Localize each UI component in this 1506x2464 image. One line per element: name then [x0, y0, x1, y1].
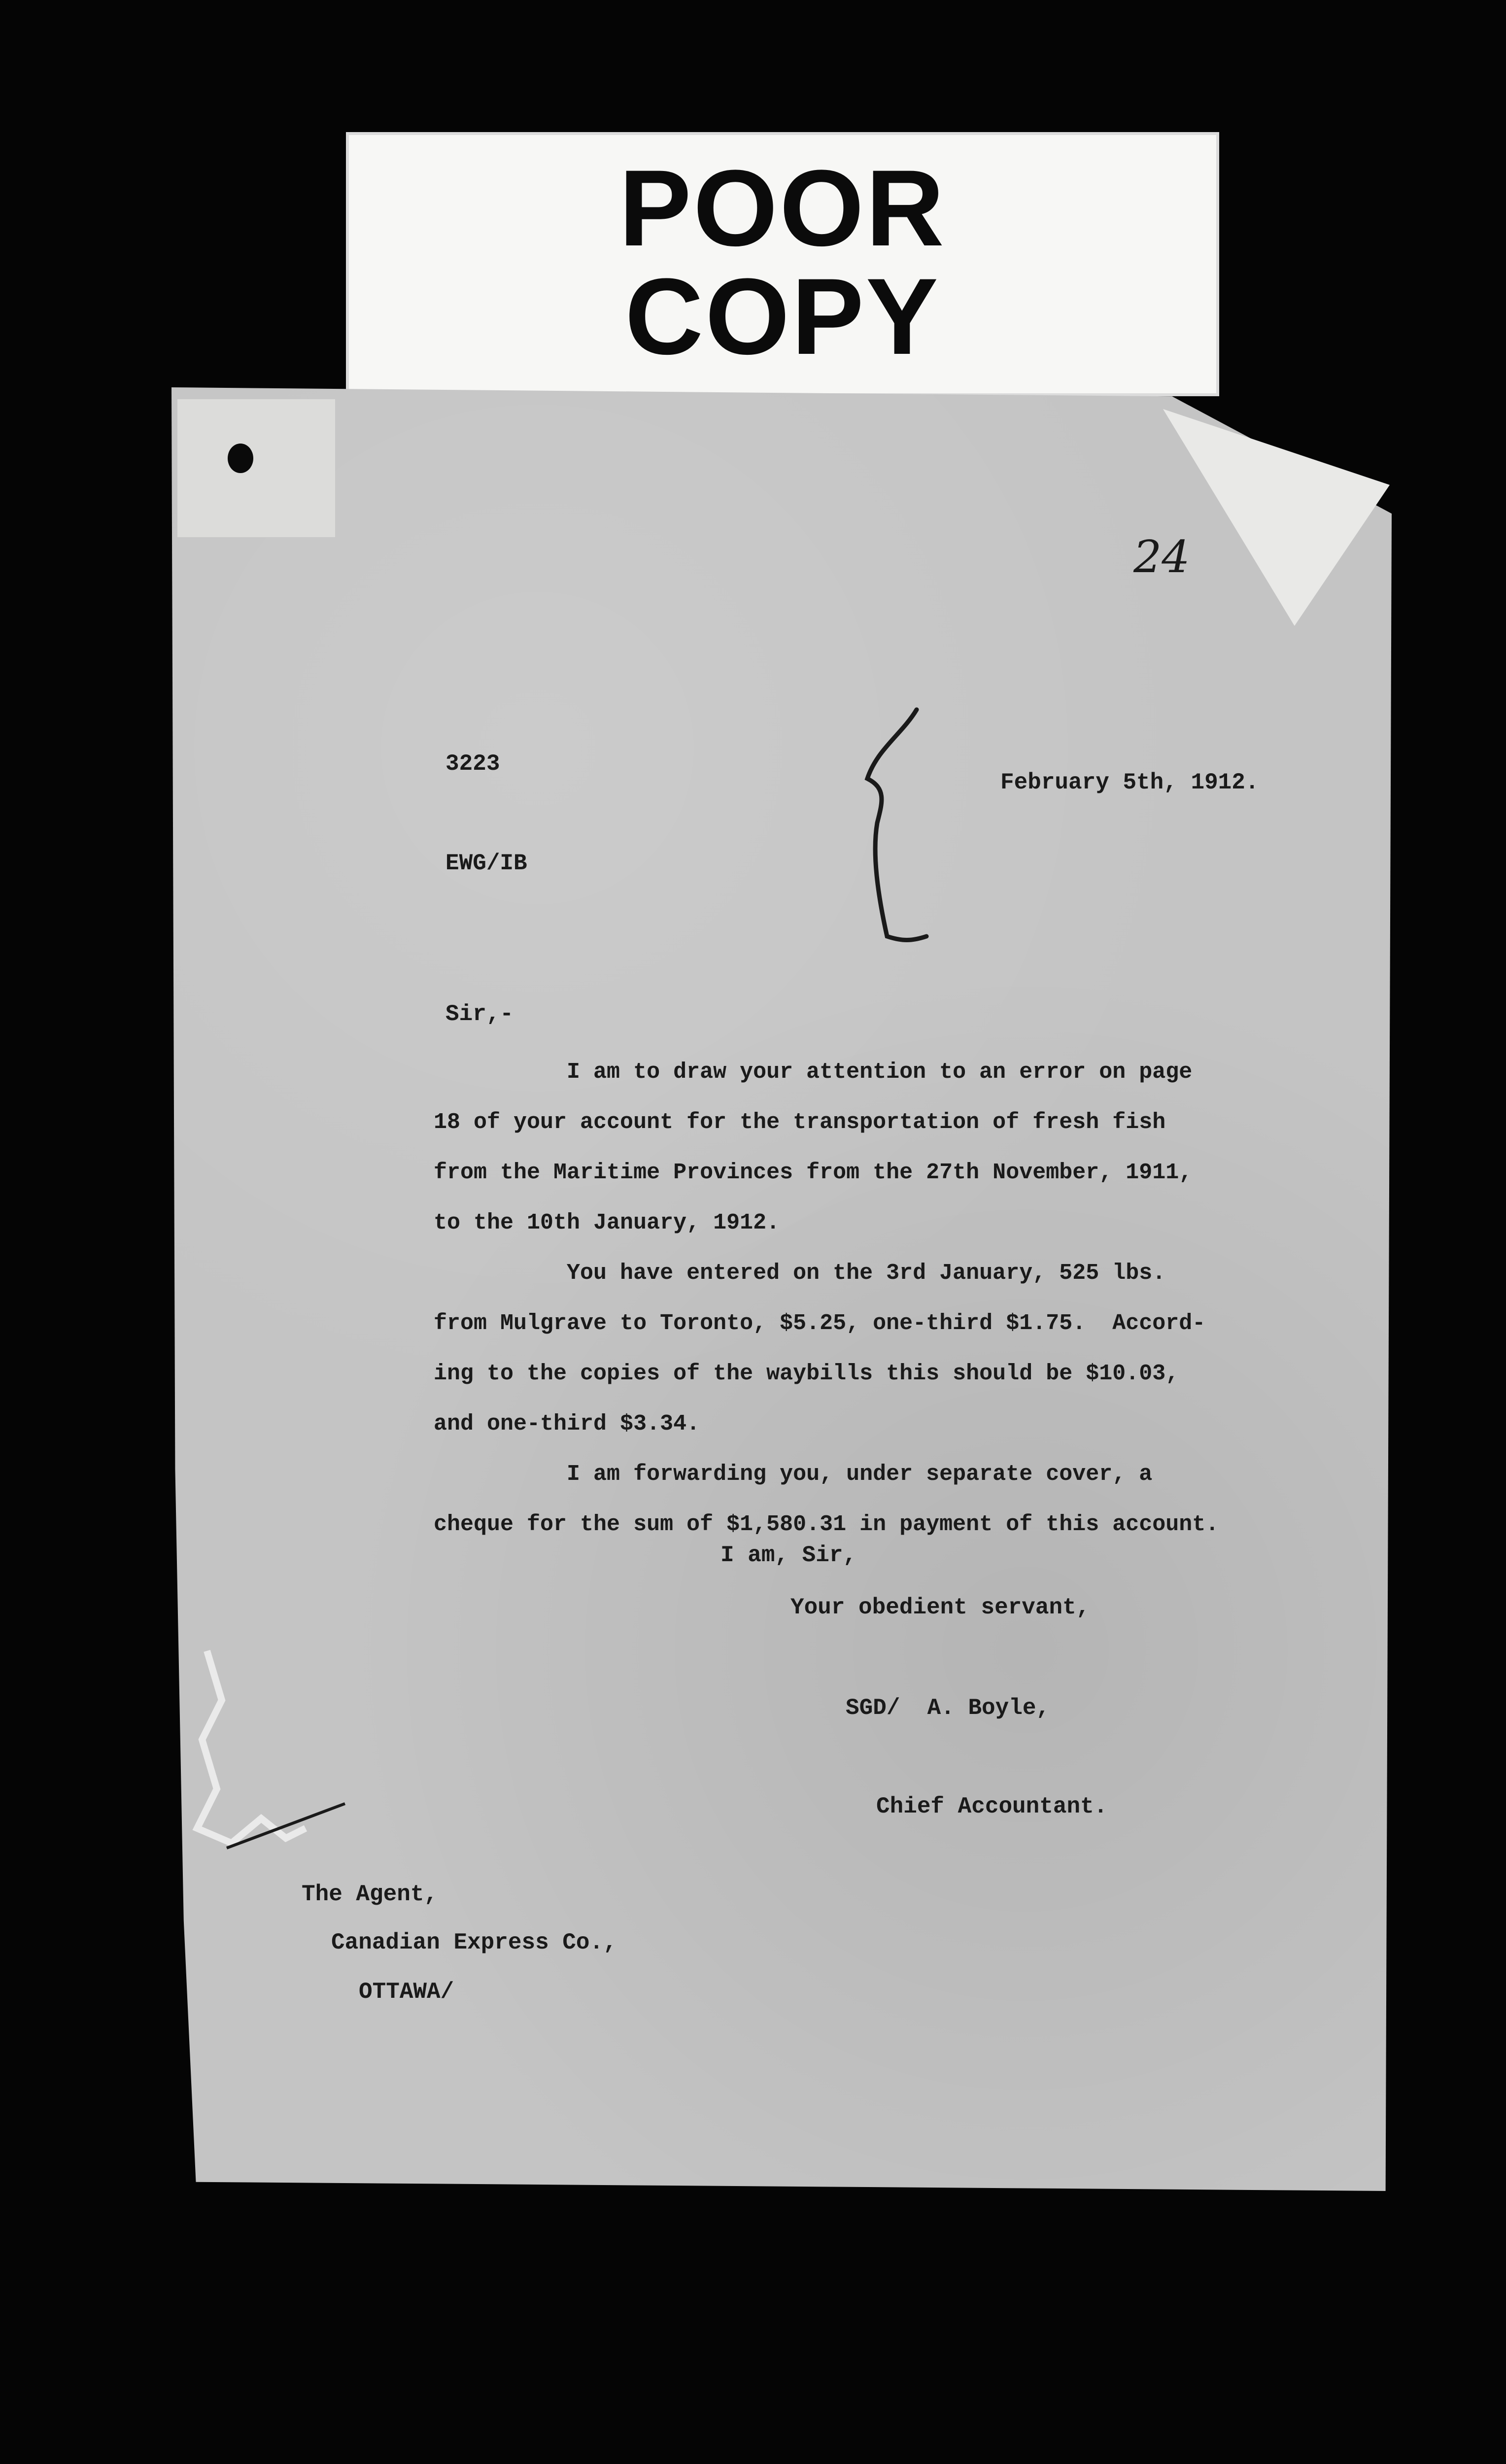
- body-line: I am to draw your attention to an error on page: [434, 1060, 1193, 1085]
- addressee-line-1: The Agent,: [302, 1882, 438, 1907]
- letter-date: February 5th, 1912.: [1000, 770, 1259, 795]
- corner-patch: [177, 399, 335, 537]
- body-line: to the 10th January, 1912.: [434, 1210, 780, 1235]
- body-line: 18 of your account for the transportation of fresh fish: [434, 1110, 1166, 1135]
- body-line: cheque for the sum of $1,580.31 in payment of this account.: [434, 1512, 1219, 1537]
- body-line: You have entered on the 3rd January, 525 lbs.: [434, 1261, 1166, 1286]
- body-line: ing to the copies of the waybills this should be $10.03,: [434, 1361, 1179, 1386]
- handwritten-bracket-mark: [857, 705, 936, 951]
- poor-copy-label: [346, 132, 1219, 396]
- addressee-line-2: Canadian Express Co.,: [331, 1930, 617, 1955]
- salutation: Sir,-: [445, 1001, 514, 1027]
- poor-copy-line-2: COPY: [625, 256, 940, 377]
- file-reference-number: 3223: [445, 751, 500, 777]
- punch-hole: [228, 444, 253, 473]
- closing-line-1: I am, Sir,: [720, 1542, 857, 1568]
- addressee-line-3: OTTAWA/: [359, 1979, 454, 2005]
- signer-title: Chief Accountant.: [876, 1794, 1108, 1819]
- body-line: I am forwarding you, under separate cover, a: [434, 1462, 1153, 1487]
- body-line: and one-third $3.34.: [434, 1411, 700, 1437]
- page-number: 24: [1133, 531, 1190, 583]
- letter-page: [171, 387, 1392, 2191]
- typist-initials: EWG/IB: [445, 851, 527, 876]
- signature-line: SGD/ A. Boyle,: [846, 1695, 1050, 1721]
- body-line: from Mulgrave to Toronto, $5.25, one-third $1.75. Accord-: [434, 1311, 1206, 1336]
- torn-edge-mark: [187, 1641, 355, 1858]
- poor-copy-line-1: POOR: [619, 147, 946, 269]
- closing-line-2: Your obedient servant,: [790, 1595, 1090, 1620]
- body-line: from the Maritime Provinces from the 27th November, 1911,: [434, 1160, 1193, 1185]
